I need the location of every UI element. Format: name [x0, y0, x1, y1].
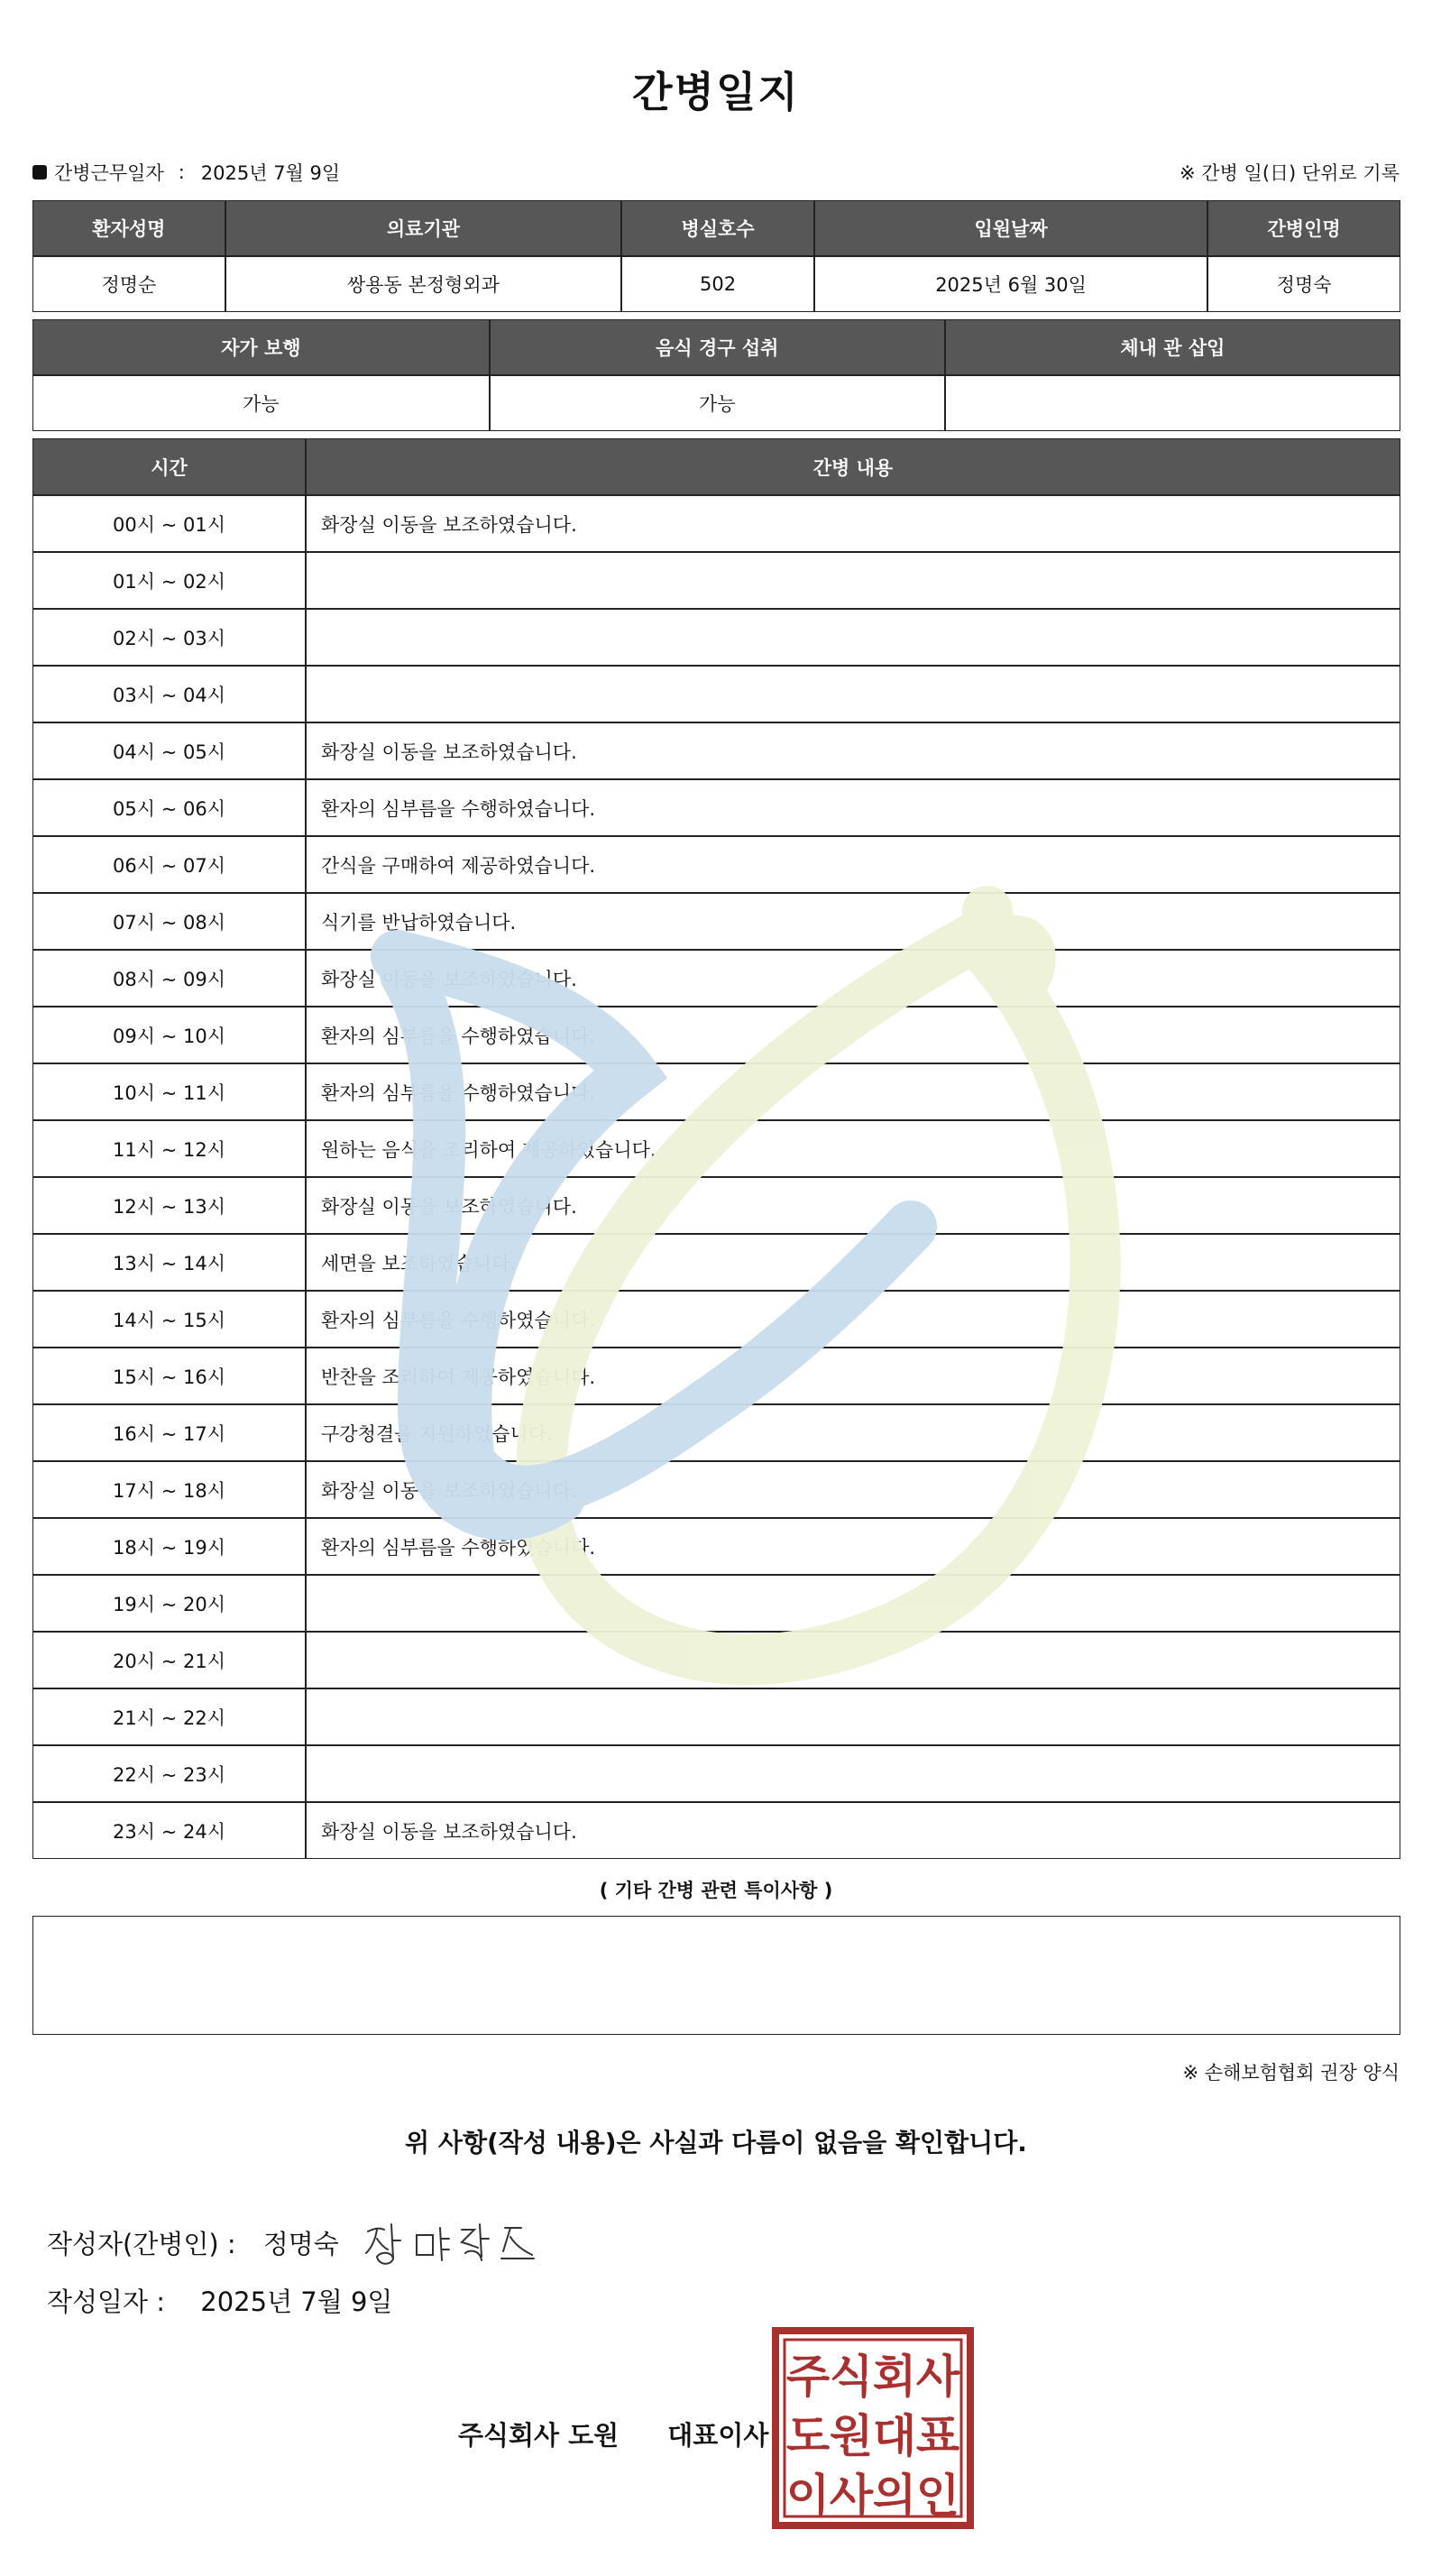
- table-row: [32, 1575, 1400, 1632]
- care-content-cell: 환자의 심부름을 수행하였습니다.: [306, 1063, 1400, 1120]
- care-content-cell: 환자의 심부름을 수행하였습니다.: [306, 1291, 1400, 1348]
- table-row: [32, 552, 1400, 609]
- writer-label: 작성자(간병인) :: [47, 2228, 236, 2259]
- write-date-label: 작성일자 :: [47, 2286, 166, 2317]
- header-room: 병실호수: [621, 200, 814, 256]
- care-log-table: [32, 438, 1400, 1859]
- table-row: [32, 1348, 1400, 1404]
- care-content-cell: 구강청결을 지원하였습니다.: [306, 1404, 1400, 1461]
- seal-character: 의: [872, 2470, 917, 2522]
- care-content-cell: [306, 1745, 1400, 1802]
- table-row: [32, 893, 1400, 950]
- handwritten-signature: [361, 2215, 541, 2269]
- time-cell: 05시 ~ 06시: [32, 779, 306, 836]
- work-date-value: 2025년 7월 9일: [200, 162, 341, 184]
- table-row: [32, 1007, 1400, 1063]
- header-admission-date: 입원날짜: [814, 200, 1207, 256]
- patient-name-value: 정명순: [32, 256, 225, 312]
- care-content-cell: 화장실 이동을 보조하였습니다.: [306, 1802, 1400, 1859]
- special-notes-box: [32, 1916, 1400, 2035]
- care-content-cell: [306, 609, 1400, 666]
- header-patient-name: 환자성명: [32, 200, 225, 256]
- time-cell: 02시 ~ 03시: [32, 609, 306, 666]
- seal-character: 이: [785, 2470, 831, 2522]
- care-content-cell: 식기를 반납하였습니다.: [306, 893, 1400, 950]
- company-line: [458, 2415, 768, 2452]
- seal-character: 회: [872, 2351, 917, 2403]
- table-row: [32, 1632, 1400, 1688]
- caregiver-value: 정명숙: [1207, 256, 1400, 312]
- seal-character: 표: [915, 2410, 960, 2462]
- table-row: [32, 722, 1400, 779]
- care-content-cell: 화장실 이동을 보조하였습니다.: [306, 1177, 1400, 1234]
- admission-date-value: 2025년 6월 30일: [814, 256, 1207, 312]
- hospital-value: 쌍용동 본정형외과: [225, 256, 621, 312]
- time-cell: 00시 ~ 01시: [32, 495, 306, 552]
- oral-intake-value: 가능: [490, 375, 945, 431]
- tube-insertion-value: [945, 375, 1400, 431]
- care-content-cell: 간식을 구매하여 제공하였습니다.: [306, 836, 1400, 893]
- writer-line: [47, 2215, 541, 2269]
- table-row: [32, 1518, 1400, 1575]
- time-cell: 12시 ~ 13시: [32, 1177, 306, 1234]
- header-line: [32, 159, 1400, 186]
- write-date-line: [47, 2282, 392, 2319]
- header-caregiver: 간병인명: [1207, 200, 1400, 256]
- seal-character: 주: [785, 2351, 831, 2403]
- header-care-content: 간병 내용: [306, 438, 1400, 495]
- seal-character: 원: [829, 2410, 874, 2462]
- table-row: [32, 1177, 1400, 1234]
- writer-name: 정명숙: [262, 2228, 339, 2259]
- header-tube-insertion: 체내 관 삽입: [945, 319, 1400, 375]
- time-cell: 21시 ~ 22시: [32, 1688, 306, 1745]
- care-content-cell: 화장실 이동을 보조하였습니다.: [306, 722, 1400, 779]
- page-title: 간병일지: [632, 68, 800, 116]
- table-row: [32, 609, 1400, 666]
- time-cell: 23시 ~ 24시: [32, 1802, 306, 1859]
- table-row: [32, 666, 1400, 722]
- time-cell: 06시 ~ 07시: [32, 836, 306, 893]
- seal-character: 인: [915, 2470, 960, 2522]
- care-content-cell: 화장실 이동을 보조하였습니다.: [306, 495, 1400, 552]
- table-row: [32, 1120, 1400, 1177]
- time-cell: 18시 ~ 19시: [32, 1518, 306, 1575]
- care-content-cell: 세면을 보조하였습니다.: [306, 1234, 1400, 1291]
- table-row: [32, 1745, 1400, 1802]
- time-cell: 07시 ~ 08시: [32, 893, 306, 950]
- care-content-cell: [306, 552, 1400, 609]
- care-content-cell: 화장실 이동을 보조하였습니다.: [306, 950, 1400, 1007]
- table-row: [32, 1291, 1400, 1348]
- room-value: 502: [621, 256, 814, 312]
- time-cell: 09시 ~ 10시: [32, 1007, 306, 1063]
- time-cell: 10시 ~ 11시: [32, 1063, 306, 1120]
- care-content-cell: 환자의 심부름을 수행하였습니다.: [306, 779, 1400, 836]
- table-row: [32, 1461, 1400, 1518]
- recommended-form-note: ※ 손해보험협회 권장 양식: [1182, 2062, 1400, 2084]
- table-row: [32, 1802, 1400, 1859]
- bullet-icon: [32, 165, 47, 179]
- table-row: [32, 836, 1400, 893]
- work-date-label: 간병근무일자: [54, 162, 164, 184]
- ceo-title: 대표이사: [667, 2420, 769, 2451]
- table-row: [32, 779, 1400, 836]
- table-row: [32, 1688, 1400, 1745]
- time-cell: 11시 ~ 12시: [32, 1120, 306, 1177]
- care-content-cell: 반찬을 조리하여 제공하였습니다.: [306, 1348, 1400, 1404]
- care-content-cell: [306, 1632, 1400, 1688]
- special-notes-title: ( 기타 간병 관련 특이사항 ): [599, 1880, 833, 1901]
- table-row: [32, 1063, 1400, 1120]
- time-cell: 08시 ~ 09시: [32, 950, 306, 1007]
- table-row: [32, 950, 1400, 1007]
- seal-character: 사: [915, 2351, 960, 2403]
- care-content-cell: [306, 666, 1400, 722]
- time-cell: 17시 ~ 18시: [32, 1461, 306, 1518]
- time-cell: 20시 ~ 21시: [32, 1632, 306, 1688]
- time-cell: 01시 ~ 02시: [32, 552, 306, 609]
- time-cell: 15시 ~ 16시: [32, 1348, 306, 1404]
- care-log-rows: [32, 495, 1400, 1859]
- write-date-value: 2025년 7월 9일: [200, 2286, 393, 2317]
- time-cell: 04시 ~ 05시: [32, 722, 306, 779]
- seal-character: 사: [829, 2470, 874, 2522]
- confirmation-text: 위 사항(작성 내용)은 사실과 다름이 없음을 확인합니다.: [405, 2128, 1027, 2157]
- self-walking-value: 가능: [32, 375, 490, 431]
- header-time: 시간: [32, 438, 306, 495]
- care-content-cell: 환자의 심부름을 수행하였습니다.: [306, 1518, 1400, 1575]
- table-row: [32, 1234, 1400, 1291]
- care-content-cell: [306, 1688, 1400, 1745]
- company-seal-stamp: [772, 2327, 974, 2529]
- care-content-cell: 화장실 이동을 보조하였습니다.: [306, 1461, 1400, 1518]
- time-cell: 22시 ~ 23시: [32, 1745, 306, 1802]
- care-content-cell: 원하는 음식을 조리하여 제공하였습니다.: [306, 1120, 1400, 1177]
- time-cell: 13시 ~ 14시: [32, 1234, 306, 1291]
- header-oral-intake: 음식 경구 섭취: [490, 319, 945, 375]
- company-name: 주식회사 도원: [458, 2420, 620, 2451]
- time-cell: 03시 ~ 04시: [32, 666, 306, 722]
- table-row: [32, 495, 1400, 552]
- colon: :: [178, 161, 185, 183]
- daily-record-note: ※ 간병 일(日) 단위로 기록: [1180, 162, 1400, 184]
- patient-info-table: [32, 200, 1400, 312]
- table-row: [32, 1404, 1400, 1461]
- care-content-cell: [306, 1575, 1400, 1632]
- care-content-cell: 환자의 심부름을 수행하였습니다.: [306, 1007, 1400, 1063]
- time-cell: 19시 ~ 20시: [32, 1575, 306, 1632]
- header-hospital: 의료기관: [225, 200, 621, 256]
- patient-status-table: [32, 319, 1400, 431]
- time-cell: 16시 ~ 17시: [32, 1404, 306, 1461]
- time-cell: 14시 ~ 15시: [32, 1291, 306, 1348]
- seal-character: 식: [829, 2351, 874, 2403]
- seal-character: 대: [872, 2410, 917, 2462]
- header-self-walking: 자가 보행: [32, 319, 490, 375]
- seal-character: 도: [785, 2410, 831, 2462]
